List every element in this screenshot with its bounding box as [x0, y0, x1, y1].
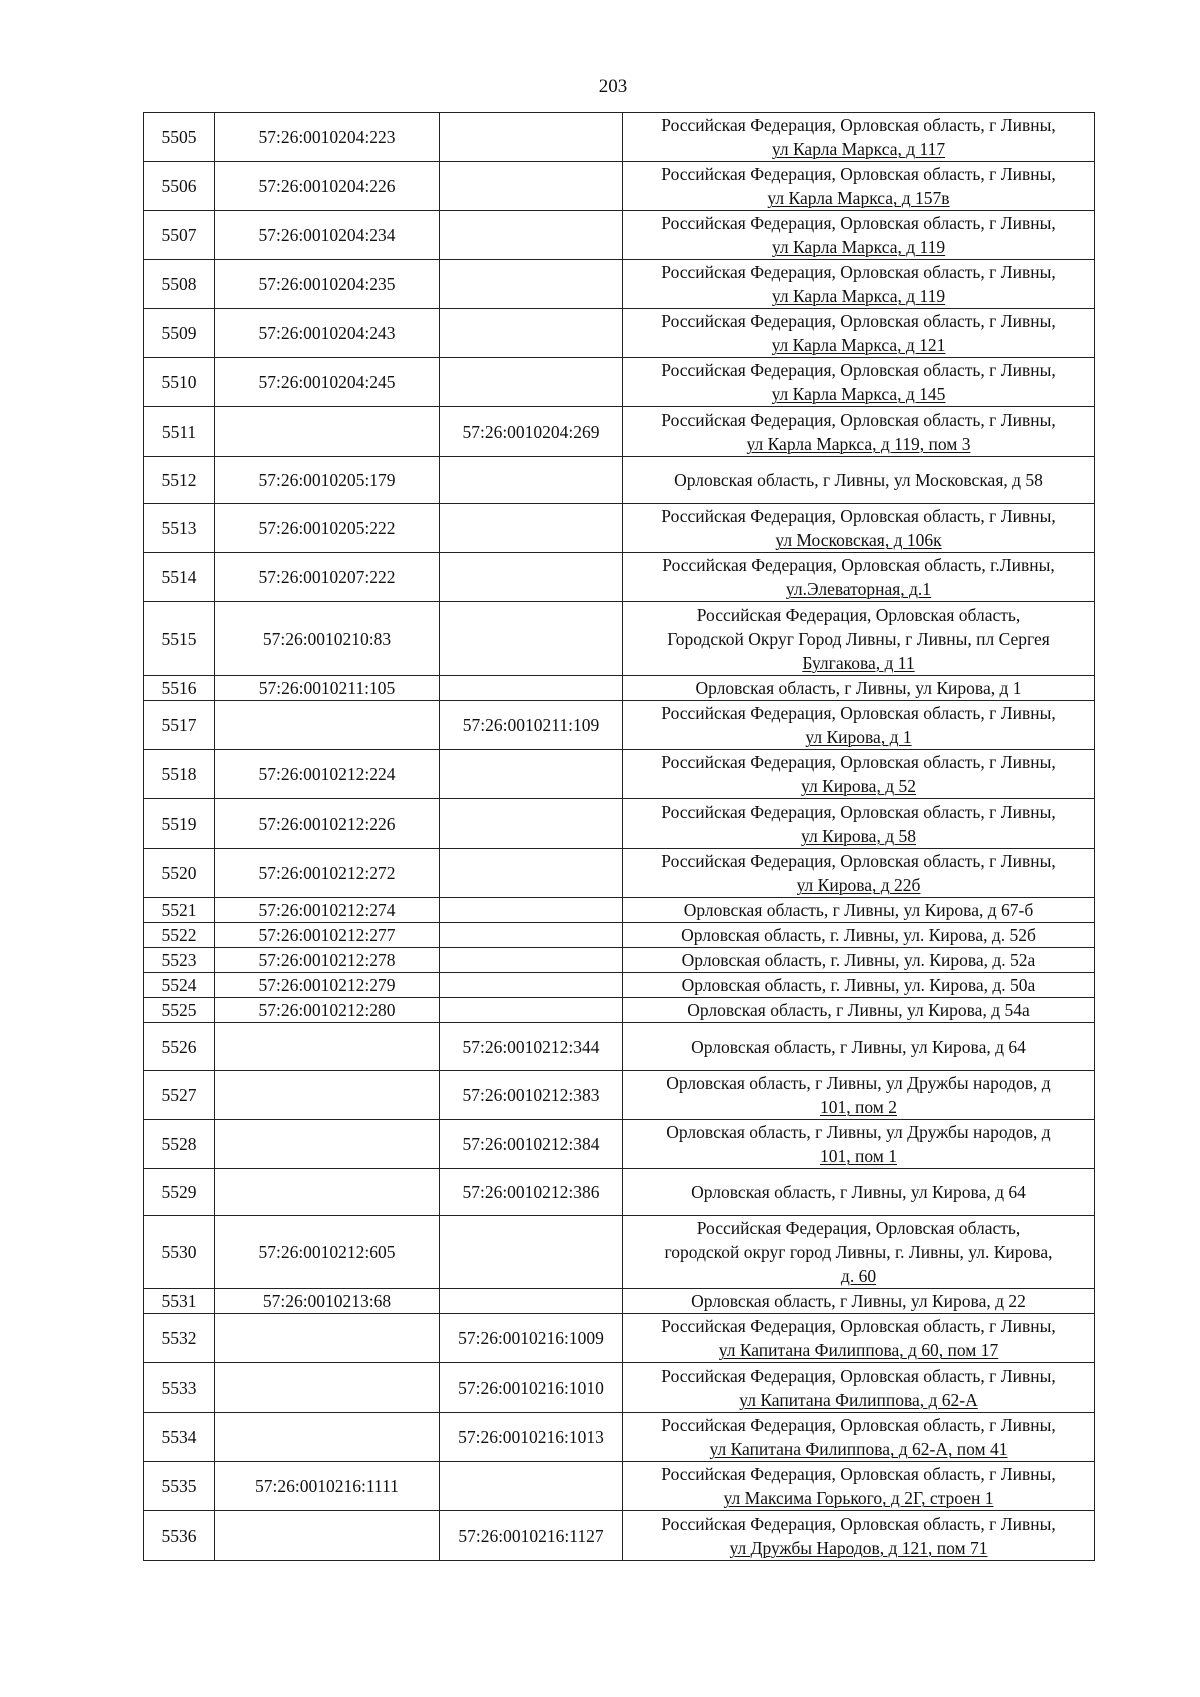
table-row: [144, 701, 1095, 750]
parent-cadastral-number-cell: 57:26:0010212:384: [440, 1120, 623, 1169]
cadastral-number-cell: [215, 1120, 440, 1169]
address-line: Орловская область, г Ливны, ул Кирова, д 22: [691, 1291, 1026, 1311]
cadastral-number-cell: [215, 1363, 440, 1413]
address-cell: [623, 1023, 1095, 1071]
row-number-cell: 5507: [144, 211, 215, 260]
address-cell: [623, 998, 1095, 1023]
cadastral-number-cell: [215, 1511, 440, 1561]
table-row: [144, 1413, 1095, 1462]
table-row: [144, 1363, 1095, 1413]
row-number-cell: 5533: [144, 1363, 215, 1413]
table-row: [144, 1071, 1095, 1120]
address-cell: [623, 676, 1095, 701]
cadastral-number-cell: 57:26:0010212:605: [215, 1216, 440, 1289]
parent-cadastral-number-cell: 57:26:0010216:1010: [440, 1363, 623, 1413]
parent-cadastral-number-cell: [440, 750, 623, 799]
table-row: [144, 923, 1095, 948]
address-line: Орловская область, г. Ливны, ул. Кирова, д. 52а: [681, 950, 1036, 970]
cadastral-number-cell: 57:26:0010204:245: [215, 358, 440, 407]
address-line: Булгакова, д 11: [802, 652, 915, 673]
address-line: д. 60: [840, 1266, 877, 1286]
address-line: ул Карла Маркса, д 157в: [767, 188, 950, 208]
address-line: Орловская область, г Ливны, ул Кирова, д 64: [691, 1036, 1026, 1057]
address-line: Российская Федерация, Орловская область, г Ливны,: [661, 1513, 1056, 1534]
cadastral-number-cell: 57:26:0010212:278: [215, 948, 440, 973]
table-row: [144, 998, 1095, 1023]
parent-cadastral-number-cell: [440, 162, 623, 211]
address-line: ул Кирова, д 58: [801, 825, 916, 846]
address-cell: [623, 309, 1095, 358]
row-number-cell: 5506: [144, 162, 215, 211]
table-row: [144, 162, 1095, 211]
parent-cadastral-number-cell: 57:26:0010216:1009: [440, 1314, 623, 1363]
address-line: Орловская область, г Ливны, ул Дружбы народов, д: [666, 1122, 1051, 1142]
table-row: [144, 948, 1095, 973]
address-cell: [623, 211, 1095, 260]
address-line: Российская Федерация, Орловская область,: [696, 604, 1021, 625]
table-row: [144, 260, 1095, 309]
address-line: ул Максима Горького, д 2Г, строен 1: [723, 1488, 994, 1508]
cadastral-number-cell: 57:26:0010212:277: [215, 923, 440, 948]
address-cell: [623, 457, 1095, 504]
parent-cadastral-number-cell: [440, 923, 623, 948]
address-line: ул Кирова, д 22б: [796, 875, 921, 895]
cadastral-number-cell: [215, 407, 440, 457]
table-row: [144, 1462, 1095, 1511]
table-row: [144, 407, 1095, 457]
address-cell: [623, 260, 1095, 309]
cadastral-number-cell: [215, 1314, 440, 1363]
address-cell: [623, 504, 1095, 553]
parent-cadastral-number-cell: [440, 1289, 623, 1314]
row-number-cell: 5528: [144, 1120, 215, 1169]
row-number-cell: 5517: [144, 701, 215, 750]
address-cell: [623, 701, 1095, 750]
parent-cadastral-number-cell: [440, 260, 623, 309]
address-line: ул Кирова, д 52: [801, 776, 916, 796]
parent-cadastral-number-cell: [440, 309, 623, 358]
address-line: Российская Федерация, Орловская область, г Ливны,: [661, 1415, 1056, 1435]
address-cell: [623, 162, 1095, 211]
cadastral-number-cell: 57:26:0010207:222: [215, 553, 440, 602]
address-cell: [623, 1462, 1095, 1511]
parent-cadastral-number-cell: [440, 898, 623, 923]
table-row: [144, 1314, 1095, 1363]
row-number-cell: 5534: [144, 1413, 215, 1462]
address-line: Российская Федерация, Орловская область, г Ливны,: [661, 360, 1056, 380]
parent-cadastral-number-cell: 57:26:0010211:109: [440, 701, 623, 750]
parent-cadastral-number-cell: [440, 504, 623, 553]
row-number-cell: 5526: [144, 1023, 215, 1071]
cadastral-number-cell: [215, 1071, 440, 1120]
address-cell: [623, 1071, 1095, 1120]
row-number-cell: 5527: [144, 1071, 215, 1120]
parent-cadastral-number-cell: [440, 676, 623, 701]
row-number-cell: 5509: [144, 309, 215, 358]
table-row: [144, 504, 1095, 553]
cadastral-number-cell: 57:26:0010213:68: [215, 1289, 440, 1314]
address-line: Орловская область, г Ливны, ул Московская, д 58: [674, 470, 1043, 490]
cadastral-number-cell: 57:26:0010216:1111: [215, 1462, 440, 1511]
address-line: Орловская область, г Ливны, ул Кирова, д 67-б: [683, 900, 1034, 920]
parent-cadastral-number-cell: 57:26:0010212:386: [440, 1169, 623, 1216]
row-number-cell: 5529: [144, 1169, 215, 1216]
registry-body: [144, 113, 1095, 1561]
address-cell: [623, 898, 1095, 923]
parent-cadastral-number-cell: [440, 799, 623, 849]
address-line: Орловская область, г. Ливны, ул. Кирова, д. 50а: [681, 975, 1036, 995]
address-cell: [623, 358, 1095, 407]
row-number-cell: 5514: [144, 553, 215, 602]
address-cell: [623, 1314, 1095, 1363]
cadastral-number-cell: 57:26:0010204:234: [215, 211, 440, 260]
parent-cadastral-number-cell: 57:26:0010212:344: [440, 1023, 623, 1071]
address-line: Орловская область, г Ливны, ул Кирова, д 64: [691, 1182, 1026, 1202]
address-cell: [623, 1216, 1095, 1289]
address-line: Российская Федерация, Орловская область, г Ливны,: [661, 506, 1056, 526]
address-cell: [623, 407, 1095, 457]
parent-cadastral-number-cell: [440, 973, 623, 998]
address-line: Российская Федерация, Орловская область, г Ливны,: [661, 1464, 1056, 1484]
cadastral-number-cell: 57:26:0010204:226: [215, 162, 440, 211]
address-cell: [623, 1363, 1095, 1413]
table-row: [144, 211, 1095, 260]
table-row: [144, 553, 1095, 602]
parent-cadastral-number-cell: [440, 998, 623, 1023]
address-line: Российская Федерация, Орловская область, г Ливны,: [661, 801, 1056, 822]
address-line: Орловская область, г Ливны, ул Кирова, д 54а: [687, 1000, 1030, 1020]
address-line: Орловская область, г. Ливны, ул. Кирова, д. 52б: [681, 925, 1036, 945]
address-line: Российская Федерация, Орловская область, г Ливны,: [661, 752, 1056, 772]
table-row: [144, 750, 1095, 799]
parent-cadastral-number-cell: [440, 1216, 623, 1289]
address-cell: [623, 113, 1095, 162]
address-line: ул Кирова, д 1: [805, 727, 912, 747]
row-number-cell: 5524: [144, 973, 215, 998]
cadastral-number-cell: 57:26:0010205:179: [215, 457, 440, 504]
address-line: Российская Федерация, Орловская область, г Ливны,: [661, 409, 1056, 430]
table-row: [144, 973, 1095, 998]
parent-cadastral-number-cell: [440, 948, 623, 973]
table-row: [144, 358, 1095, 407]
row-number-cell: 5532: [144, 1314, 215, 1363]
row-number-cell: 5518: [144, 750, 215, 799]
cadastral-number-cell: 57:26:0010204:243: [215, 309, 440, 358]
address-line: ул Карла Маркса, д 145: [771, 384, 946, 404]
parent-cadastral-number-cell: [440, 602, 623, 676]
address-line: 101, пом 1: [820, 1146, 897, 1166]
address-cell: [623, 948, 1095, 973]
address-line: Российская Федерация, Орловская область, г Ливны,: [661, 1365, 1056, 1386]
address-cell: [623, 750, 1095, 799]
parent-cadastral-number-cell: [440, 113, 623, 162]
address-cell: [623, 1289, 1095, 1314]
address-line: Российская Федерация, Орловская область, г.Ливны,: [662, 555, 1055, 575]
cadastral-number-cell: [215, 1169, 440, 1216]
row-number-cell: 5530: [144, 1216, 215, 1289]
parent-cadastral-number-cell: [440, 358, 623, 407]
parent-cadastral-number-cell: 57:26:0010212:383: [440, 1071, 623, 1120]
table-row: [144, 799, 1095, 849]
parent-cadastral-number-cell: 57:26:0010204:269: [440, 407, 623, 457]
cadastral-number-cell: [215, 1413, 440, 1462]
table-row: [144, 676, 1095, 701]
parent-cadastral-number-cell: 57:26:0010216:1013: [440, 1413, 623, 1462]
cadastral-number-cell: 57:26:0010212:224: [215, 750, 440, 799]
table-row: [144, 1023, 1095, 1071]
table-row: [144, 602, 1095, 676]
address-cell: [623, 1413, 1095, 1462]
address-line: ул.Элеваторная, д.1: [785, 579, 932, 599]
cadastral-number-cell: 57:26:0010212:279: [215, 973, 440, 998]
address-cell: [623, 973, 1095, 998]
address-line: ул Карла Маркса, д 119: [771, 286, 946, 306]
address-line: Российская Федерация, Орловская область, г Ливны,: [661, 311, 1056, 331]
row-number-cell: 5510: [144, 358, 215, 407]
address-line: ул Карла Маркса, д 117: [771, 139, 946, 159]
row-number-cell: 5520: [144, 849, 215, 898]
address-line: Российская Федерация, Орловская область, г Ливны,: [661, 851, 1056, 871]
table-row: [144, 113, 1095, 162]
address-cell: [623, 799, 1095, 849]
cadastral-number-cell: 57:26:0010210:83: [215, 602, 440, 676]
address-line: Российская Федерация, Орловская область, г Ливны,: [661, 213, 1056, 233]
address-line: городской округ город Ливны, г. Ливны, ул. Кирова,: [664, 1242, 1053, 1262]
address-line: ул Капитана Филиппова, д 60, пом 17: [718, 1340, 999, 1360]
address-cell: [623, 923, 1095, 948]
address-line: Орловская область, г Ливны, ул Кирова, д 1: [695, 678, 1022, 698]
table-row: [144, 1120, 1095, 1169]
address-line: ул Капитана Филиппова, д 62-А: [739, 1389, 978, 1410]
address-line: Российская Федерация, Орловская область, г Ливны,: [661, 703, 1056, 723]
cadastral-number-cell: [215, 1023, 440, 1071]
cadastral-number-cell: 57:26:0010212:274: [215, 898, 440, 923]
cadastral-number-cell: 57:26:0010204:223: [215, 113, 440, 162]
row-number-cell: 5536: [144, 1511, 215, 1561]
address-cell: [623, 553, 1095, 602]
row-number-cell: 5512: [144, 457, 215, 504]
table-row: [144, 1169, 1095, 1216]
table-row: [144, 1216, 1095, 1289]
address-cell: [623, 1120, 1095, 1169]
table-row: [144, 309, 1095, 358]
address-line: Городской Округ Город Ливны, г Ливны, пл Сергея: [667, 628, 1050, 649]
registry-table: [143, 112, 1095, 1561]
table-row: [144, 1511, 1095, 1561]
cadastral-number-cell: 57:26:0010211:105: [215, 676, 440, 701]
address-cell: [623, 849, 1095, 898]
row-number-cell: 5511: [144, 407, 215, 457]
address-cell: [623, 1169, 1095, 1216]
parent-cadastral-number-cell: [440, 457, 623, 504]
address-cell: [623, 602, 1095, 676]
address-line: ул Дружбы Народов, д 121, пом 71: [729, 1537, 988, 1558]
row-number-cell: 5516: [144, 676, 215, 701]
address-line: Российская Федерация, Орловская область, г Ливны,: [661, 1316, 1056, 1336]
row-number-cell: 5505: [144, 113, 215, 162]
row-number-cell: 5535: [144, 1462, 215, 1511]
parent-cadastral-number-cell: [440, 849, 623, 898]
address-line: ул Карла Маркса, д 119: [771, 237, 946, 257]
row-number-cell: 5522: [144, 923, 215, 948]
cadastral-number-cell: 57:26:0010212:226: [215, 799, 440, 849]
address-line: 101, пом 2: [820, 1097, 897, 1117]
table-row: [144, 849, 1095, 898]
page-number: 203: [598, 76, 628, 97]
row-number-cell: 5519: [144, 799, 215, 849]
address-line: Российская Федерация, Орловская область,: [696, 1218, 1021, 1238]
parent-cadastral-number-cell: [440, 1462, 623, 1511]
address-line: ул Капитана Филиппова, д 62-А, пом 41: [709, 1439, 1008, 1459]
address-line: Российская Федерация, Орловская область, г Ливны,: [661, 262, 1056, 282]
table-row: [144, 1289, 1095, 1314]
row-number-cell: 5513: [144, 504, 215, 553]
row-number-cell: 5525: [144, 998, 215, 1023]
address-cell: [623, 1511, 1095, 1561]
row-number-cell: 5521: [144, 898, 215, 923]
cadastral-number-cell: 57:26:0010204:235: [215, 260, 440, 309]
table-row: [144, 898, 1095, 923]
address-line: Российская Федерация, Орловская область, г Ливны,: [661, 164, 1056, 184]
row-number-cell: 5515: [144, 602, 215, 676]
parent-cadastral-number-cell: [440, 553, 623, 602]
address-line: ул Карла Маркса, д 121: [771, 335, 946, 355]
parent-cadastral-number-cell: [440, 211, 623, 260]
cadastral-number-cell: 57:26:0010205:222: [215, 504, 440, 553]
cadastral-number-cell: [215, 701, 440, 750]
row-number-cell: 5508: [144, 260, 215, 309]
address-line: ул Карла Маркса, д 119, пом 3: [746, 433, 971, 454]
cadastral-number-cell: 57:26:0010212:272: [215, 849, 440, 898]
table-row: [144, 457, 1095, 504]
address-line: Российская Федерация, Орловская область, г Ливны,: [661, 115, 1056, 135]
parent-cadastral-number-cell: 57:26:0010216:1127: [440, 1511, 623, 1561]
cadastral-number-cell: 57:26:0010212:280: [215, 998, 440, 1023]
row-number-cell: 5531: [144, 1289, 215, 1314]
address-line: Орловская область, г Ливны, ул Дружбы народов, д: [666, 1073, 1051, 1093]
address-line: ул Московская, д 106к: [775, 530, 942, 550]
row-number-cell: 5523: [144, 948, 215, 973]
